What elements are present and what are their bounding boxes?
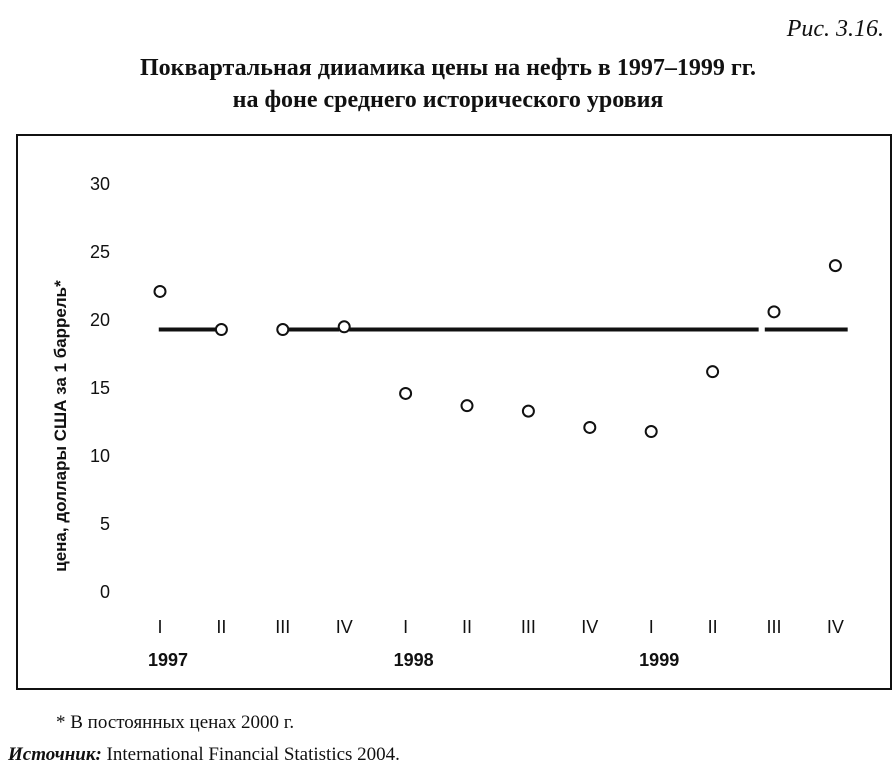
data-point xyxy=(769,306,780,317)
data-points xyxy=(155,260,841,437)
x-tick-label: II xyxy=(707,617,718,637)
x-tick-label: III xyxy=(766,617,782,637)
year-label: 1997 xyxy=(147,650,189,670)
year-labels xyxy=(148,650,679,670)
data-point xyxy=(462,400,473,411)
footnote: * В постоянных ценах 2000 г. xyxy=(56,712,295,733)
y-tick-label: 25 xyxy=(89,242,110,262)
y-tick-label: 5 xyxy=(99,514,110,534)
y-axis-label: цена, доллары США за 1 баррель* xyxy=(51,280,70,572)
y-tick-label: 15 xyxy=(89,378,110,398)
y-tick-label: 0 xyxy=(99,582,110,602)
x-tick-label: I xyxy=(648,617,654,637)
x-tick-label: IV xyxy=(581,617,599,637)
source-label: Источник: xyxy=(8,744,102,765)
chart-title-line2: на фоне среднего исторического уровия xyxy=(232,87,664,113)
y-tick-label: 30 xyxy=(89,174,110,194)
x-tick-label: II xyxy=(216,617,227,637)
chart-svg xyxy=(18,136,890,688)
year-label: 1998 xyxy=(393,650,434,670)
chart-title-line1: Поквартальная дииамика цены на нефть в 1997–1999 гг. xyxy=(140,55,756,81)
y-axis-ticks xyxy=(90,174,110,602)
data-point xyxy=(707,366,718,377)
x-tick-label: I xyxy=(157,617,163,637)
data-point xyxy=(155,286,166,297)
x-tick-label: IV xyxy=(335,617,353,637)
x-tick-label: III xyxy=(520,617,536,637)
data-point xyxy=(830,260,841,271)
data-point xyxy=(216,324,227,335)
data-point xyxy=(523,406,534,417)
data-point xyxy=(400,388,411,399)
x-axis-ticks xyxy=(157,617,843,637)
data-point xyxy=(277,324,288,335)
figure-label: Рис. 3.16. xyxy=(786,16,884,42)
y-tick-label: 10 xyxy=(89,446,110,466)
x-tick-label: II xyxy=(461,617,473,637)
y-tick-label: 20 xyxy=(89,310,110,330)
source-text: International Financial Statistics 2004. xyxy=(101,744,400,765)
data-point xyxy=(339,321,350,332)
x-tick-label: III xyxy=(275,617,291,637)
year-label: 1999 xyxy=(639,650,680,670)
x-tick-label: IV xyxy=(826,617,844,637)
source-line xyxy=(8,744,400,766)
data-point xyxy=(646,426,657,437)
chart-frame xyxy=(16,134,892,690)
data-point xyxy=(584,422,595,433)
x-tick-label: I xyxy=(403,617,409,637)
